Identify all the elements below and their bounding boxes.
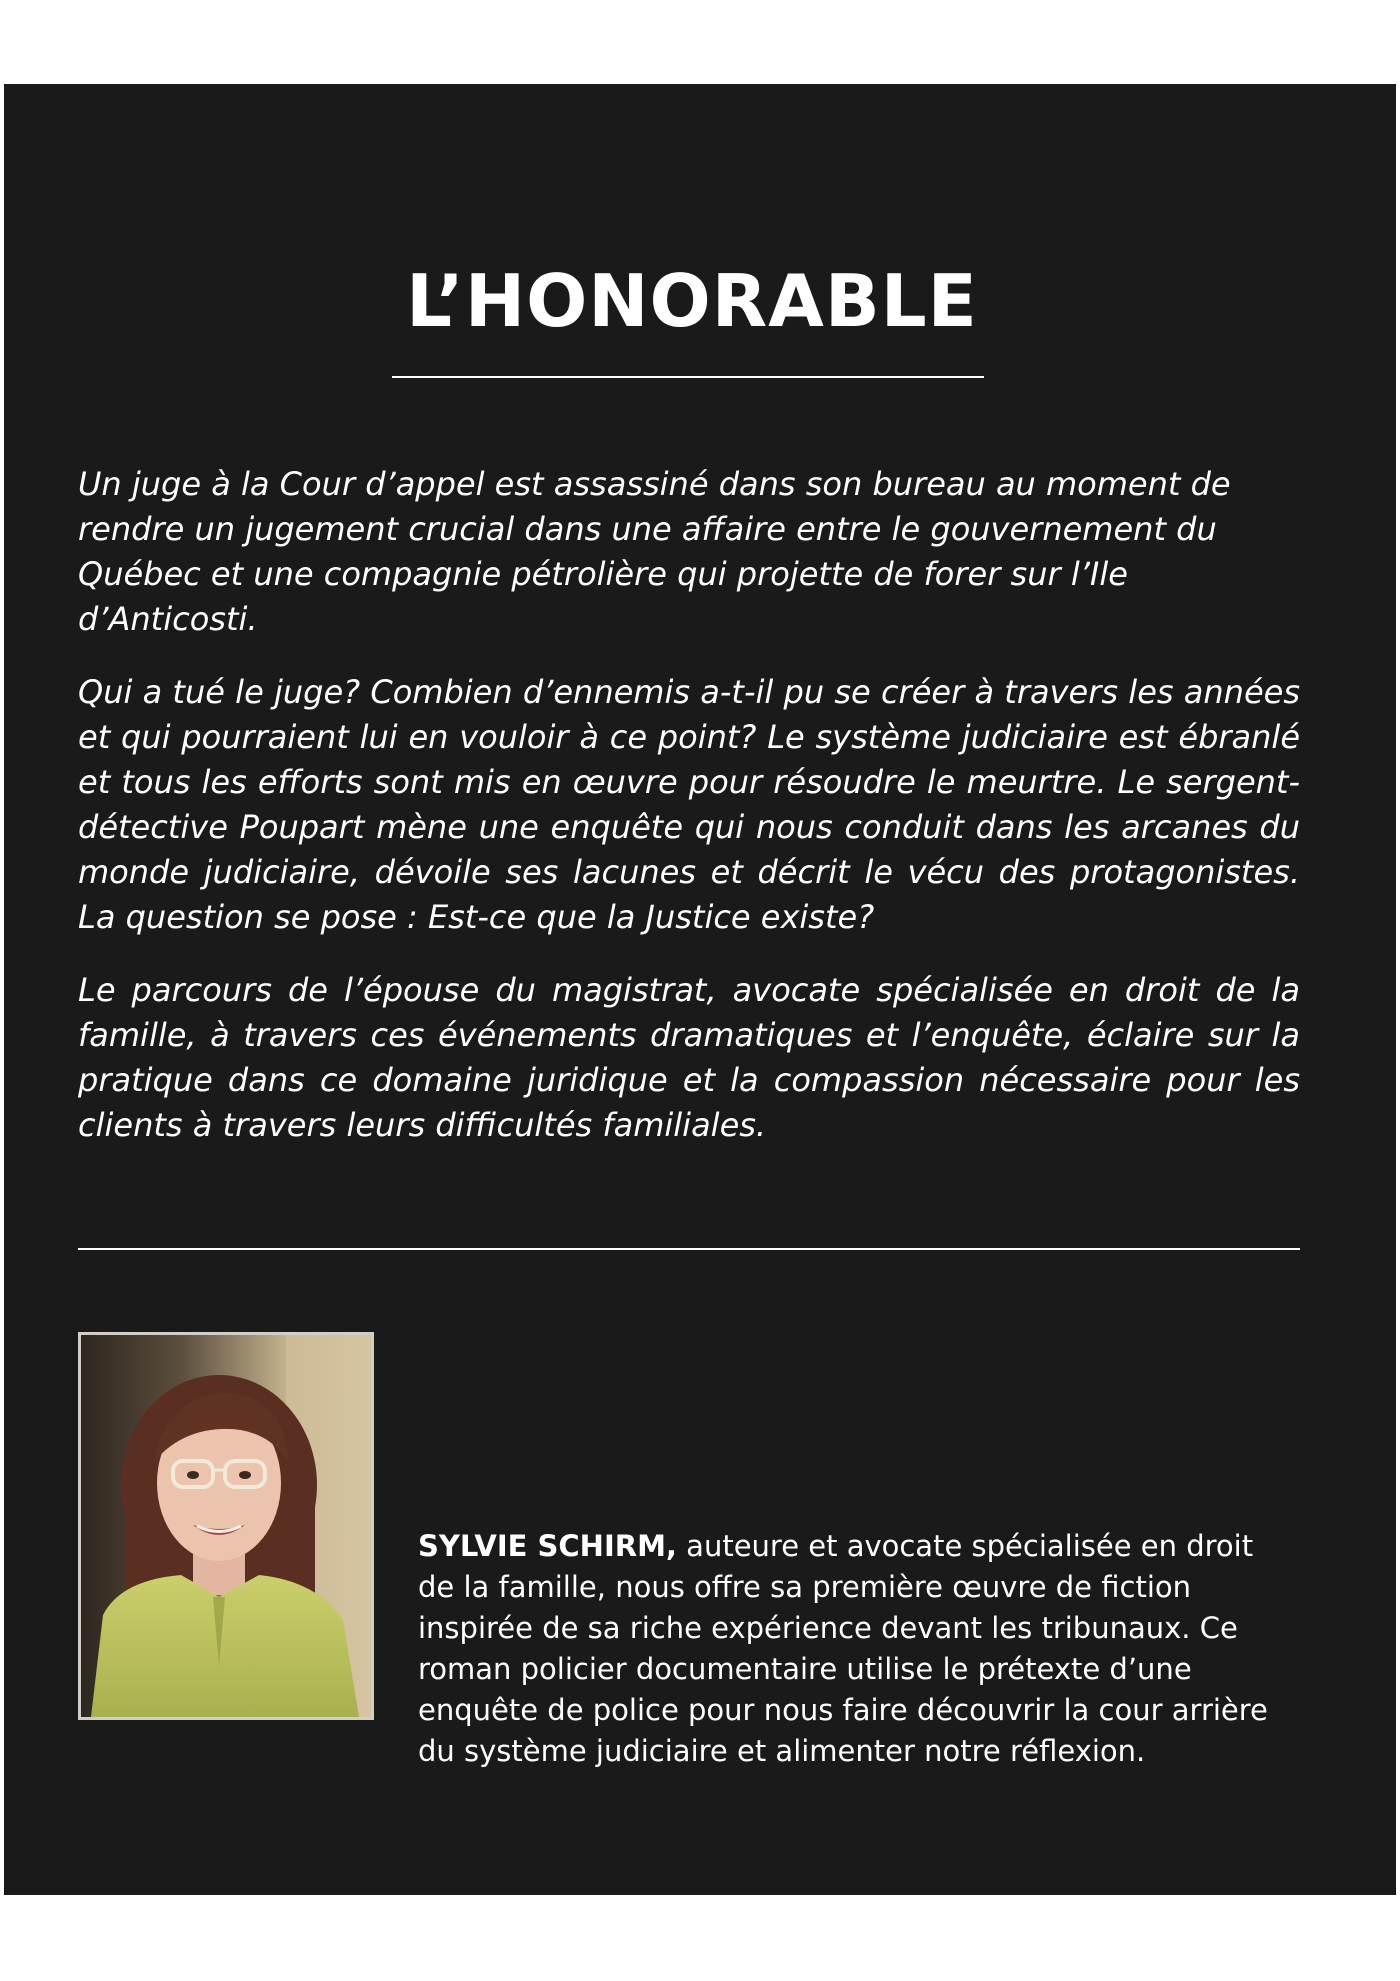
author-bio <box>418 1526 1298 1772</box>
book-title: L’HONORABLE <box>406 259 978 343</box>
author-portrait-icon <box>81 1335 371 1717</box>
section-divider <box>78 1248 1300 1250</box>
author-name: SYLVIE SCHIRM, <box>418 1529 677 1563</box>
author-bio-text: auteure et avocate spécialisée en droit de la famille, nous offre sa première œuvre de fiction inspirée de sa riche expérience devant les tribunaux. Ce roman policier documentaire utilise le prétexte d’une enquête de police pour nous faire découvrir la cour arrière du système judiciaire et alimenter notre réflexion. <box>418 1529 1268 1768</box>
title-divider <box>392 376 984 378</box>
synopsis <box>78 462 1300 1176</box>
back-cover <box>4 84 1396 1895</box>
synopsis-paragraph: Le parcours de l’épouse du magistrat, avocate spécialisée en droit de la famille, à travers ces événements dramatiques et l’enquête, éclaire sur la pratique dans ce domaine juridique et la compassion nécessaire pour les clients à travers leurs difficultés familiales. <box>78 971 1300 1144</box>
author-photo <box>78 1332 374 1720</box>
synopsis-paragraph: Qui a tué le juge? Combien d’ennemis a-t-il pu se créer à travers les années et qui pourraient lui en vouloir à ce point? Le système judiciaire est ébranlé et tous les efforts sont mis en œuvre pour résoudre le meurtre. Le sergent-détective Poupart mène une enquête qui nous conduit dans les arcanes du monde judiciaire, dévoile ses lacunes et décrit le vécu des protagonistes. La question se pose : Est-ce que la Justice existe? <box>78 673 1300 936</box>
synopsis-paragraph: Un juge à la Cour d’appel est assassiné dans son bureau au moment de rendre un jugement crucial dans une affaire entre le gouvernement du Québec et une compagnie pétrolière qui projette de forer sur l’Ile d’Anticosti. <box>78 465 1231 638</box>
